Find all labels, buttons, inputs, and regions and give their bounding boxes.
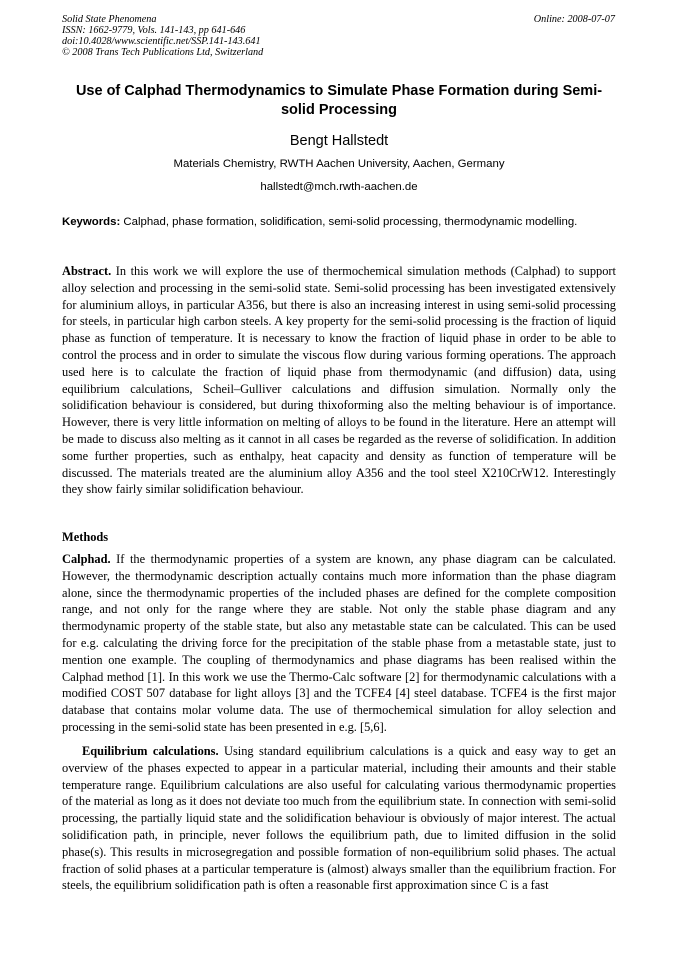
equilibrium-text: Using standard equilibrium calculations is a quick and easy way to get an overview of the phases expected to appear in a particular material, including their amounts and their stable temperature range. Equilibrium calculations are also useful for calculating various thermodynamic properties of the material as long as it does not deviate too much from the equilibrium state. In connection with semi-solid processing, the partially liquid state and the solidification behaviour is obviously of major interest. The actual solidification path, in principle, never follows the equilibrium path, due to limited diffusion in the solid phase(s). This results in microsegregation and possible formation of non-equilibrium solid phases. The actual fraction of solid phases at a particular temperature is (almost) always smaller than the equilibrium fraction. For steels, the equilibrium solidification path is often a reasonable first approximation since C is a fast [62,744,616,893]
affiliation: Materials Chemistry, RWTH Aachen University, Aachen, Germany [173,158,505,170]
abstract-paragraph [62,263,616,498]
calphad-text: If the thermodynamic properties of a system are known, any phase diagram can be calculated. However, the thermodynamic description actually contains much more information than the phase diagram alone, since the thermodynamic properties of the included phases are defined for the complete composition range, and not only for the range where they are stable. Not only the stable phase diagram and any thermodynamic property of the stable state, but also any metastable state can be calculated. This can be used for e.g. calculating the driving force for the precipitation of the stable phase from a metastable state, just to mention one example. The coupling of thermodynamics and phase diagrams has been realised within the Calphad method [1]. In this work we use the Thermo-Calc software [2] for thermodynamic calculations with a modified COST 507 database for light alloys [3] and the TCFE4 [4] steel database. TCFE4 is the first major database that contains molar volume data. The use of thermochemical simulation for alloy selection and processing in the semi-solid state has been presented in e.g. [5,6]. [62,552,616,734]
copyright-line: © 2008 Trans Tech Publications Ltd, Switzerland [62,47,264,58]
issn-line: ISSN: 1662-9779, Vols. 141-143, pp 641-646 [62,25,246,36]
paper-title: Use of Calphad Thermodynamics to Simulate Phase Formation during Semi-solid Processing [75,83,603,118]
abstract-text: In this work we will explore the use of thermochemical simulation methods (Calphad) to support alloy selection and processing in the semi-solid state. Semi-solid processing has been investigated extensively for aluminium alloys, in particular A356, but there is also an increasing interest in using semi-solid processing for steels, in particular high carbon steels. A key property for the semi-solid processing is the fraction of liquid phase as function of temperature. It is necessary to know the fraction of liquid phase in order to be able to control the process and in order to simulate the viscous flow during various forming operations. The approach used here is to calculate the fraction of liquid phase from thermodynamic (and diffusion) data, using equilibrium calculations, Scheil–Gulliver calculations and diffusion simulation. Normally only the solidification behaviour is considered, but during thixoforming also the melting behaviour is of importance. However, there is very little information on melting of alloys to be found in the literature. Here an attempt will be made to discuss also melting as it cannot in all cases be regarded as the reverse of solidification. In addition some further properties, such as enthalpy, heat capacity and density as function of temperature will be discussed. The materials treated are the aluminium alloy A356 and the tool steel X210CrW12. Interestingly they show fairly similar solidification behaviour. [62,264,616,497]
calphad-label: Calphad. [62,552,111,566]
keywords-paragraph [62,215,616,230]
online-date: Online: 2008-07-07 [533,14,615,25]
abstract-label: Abstract. [62,264,112,278]
keywords-text: Calphad, phase formation, solidification, semi-solid processing, thermodynamic modelling. [120,216,578,228]
keywords-label: Keywords: [62,216,121,228]
journal-header [62,14,263,58]
journal-name: Solid State Phenomena [62,14,157,25]
doi-line: doi:10.4028/www.scientific.net/SSP.141-143.641 [62,36,261,47]
equilibrium-label: Equilibrium calculations. [82,744,219,758]
equilibrium-paragraph [62,743,616,894]
author-email: hallstedt@mch.rwth-aachen.de [260,181,418,193]
section-heading-methods: Methods [62,530,109,544]
author-name: Bengt Hallstedt [289,133,389,149]
calphad-paragraph [62,551,616,736]
